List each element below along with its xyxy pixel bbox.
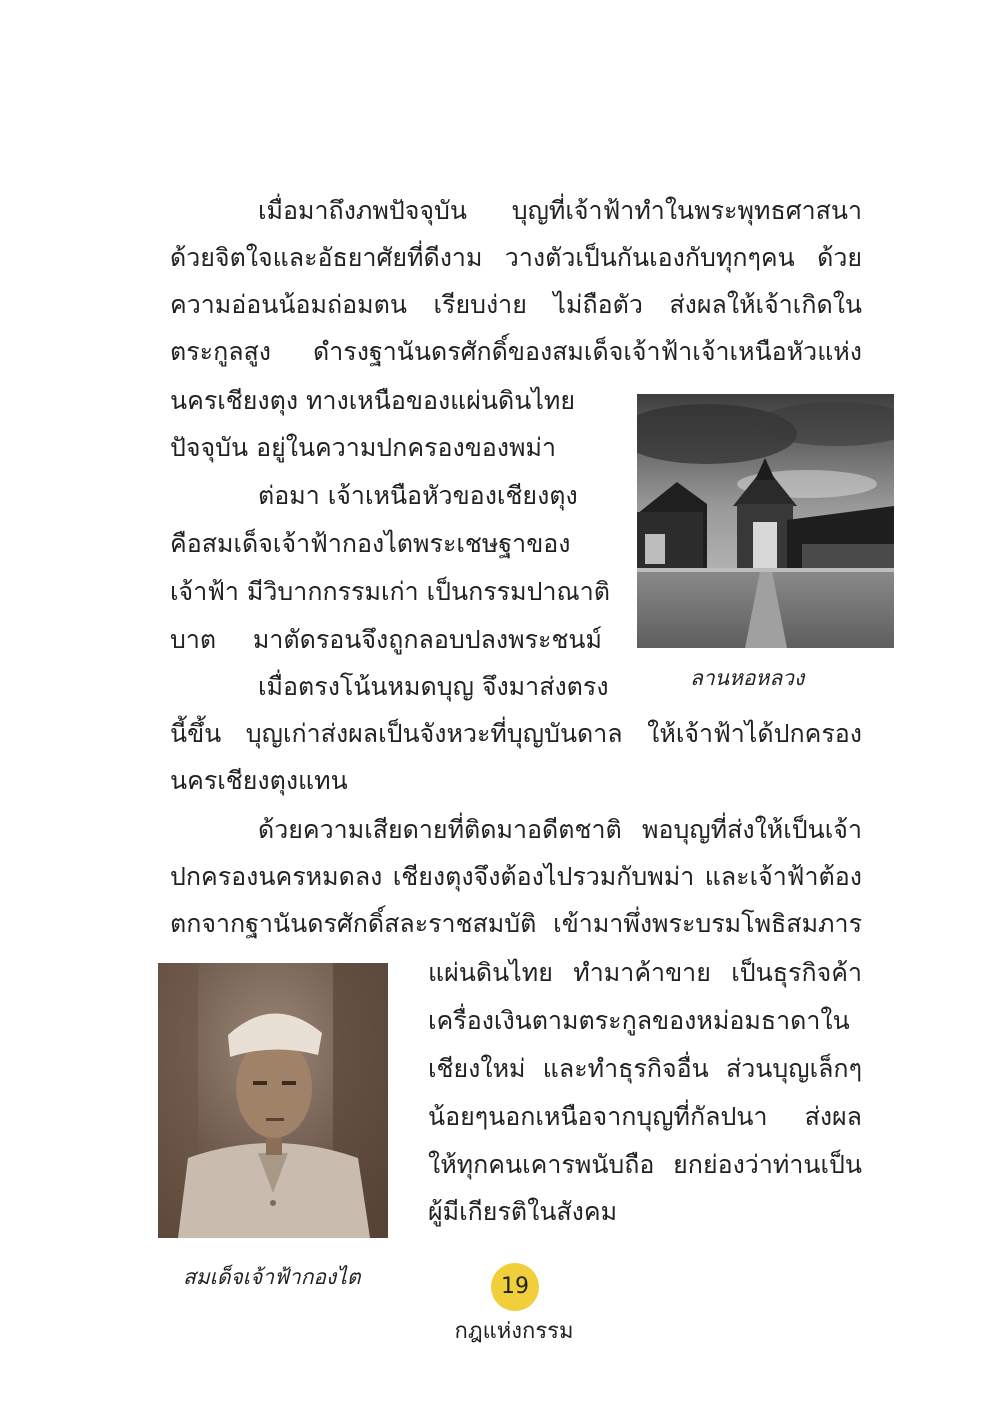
body-line: ปัจจุบัน อยู่ในความปกครองของพม่า <box>170 433 556 462</box>
body-line: ด้วยความเสียดายที่ติดมาอดีตชาติ พอบุญที่ส่งให้เป็นเจ้า <box>258 815 862 844</box>
book-title: กฎแห่งกรรม <box>454 1319 574 1344</box>
body-line: บาต มาตัดรอนจึงถูกลอบปลงพระชนม์ <box>170 625 602 654</box>
body-line: ต่อมา เจ้าเหนือหัวของเชียงตุง <box>258 481 578 510</box>
body-line: นครเชียงตุงแทน <box>170 766 348 795</box>
page-number-badge: 19 <box>491 1263 539 1311</box>
body-line: ผู้มีเกียรติในสังคม <box>428 1197 618 1226</box>
body-line: ตกจากฐานันดรศักดิ์สละราชสมบัติ เข้ามาพึ่งพระบรมโพธิสมภาร <box>170 909 862 938</box>
body-line: เมื่อตรงโน้นหมดบุญ จึงมาส่งตรง <box>258 672 609 701</box>
body-line: ความอ่อนน้อมถ่อมตน เรียบง่าย ไม่ถือตัว ส่งผลให้เจ้าเกิดใน <box>170 290 862 319</box>
body-line: เจ้าฟ้า มีวิบากกรรมเก่า เป็นกรรมปาณาติ <box>170 577 610 606</box>
body-line: น้อยๆนอกเหนือจากบุญที่กัลปนา ส่งผล <box>428 1102 862 1131</box>
body-line: แผ่นดินไทย ทำมาค้าขาย เป็นธุรกิจค้า <box>428 958 862 987</box>
body-line: คือสมเด็จเจ้าฟ้ากองไตพระเชษฐาของ <box>170 529 571 558</box>
body-line: เครื่องเงินตามตระกูลของหม่อมธาดาใน <box>428 1006 850 1035</box>
body-line: ให้ทุกคนเคารพนับถือ ยกย่องว่าท่านเป็น <box>428 1150 862 1179</box>
body-line: ด้วยจิตใจและอัธยาศัยที่ดีงาม วางตัวเป็นกันเองกับทุกๆคน ด้วย <box>170 243 862 272</box>
body-line: ตระกูลสูง ดำรงฐานันดรศักดิ์ของสมเด็จเจ้าฟ้าเจ้าเหนือหัวแห่ง <box>170 337 862 366</box>
portrait-photo <box>158 963 388 1238</box>
body-line: เชียงใหม่ และทำธุรกิจอื่น ส่วนบุญเล็กๆ <box>428 1054 862 1083</box>
body-line: เมื่อมาถึงภพปัจจุบัน บุญที่เจ้าฟ้าทำในพระพุทธศาสนา <box>258 196 862 225</box>
hall-photo-caption: ลานหอหลวง <box>690 666 805 690</box>
body-line: นี้ขึ้น บุญเก่าส่งผลเป็นจังหวะที่บุญบันดาล ให้เจ้าฟ้าได้ปกครอง <box>170 719 862 748</box>
hall-photo <box>637 394 894 648</box>
body-line: นครเชียงตุง ทางเหนือของแผ่นดินไทย <box>170 386 576 415</box>
body-line: ปกครองนครหมดลง เชียงตุงจึงต้องไปรวมกับพม่า และเจ้าฟ้าต้อง <box>170 862 862 891</box>
portrait-photo-caption: สมเด็จเจ้าฟ้ากองไต <box>183 1265 361 1289</box>
